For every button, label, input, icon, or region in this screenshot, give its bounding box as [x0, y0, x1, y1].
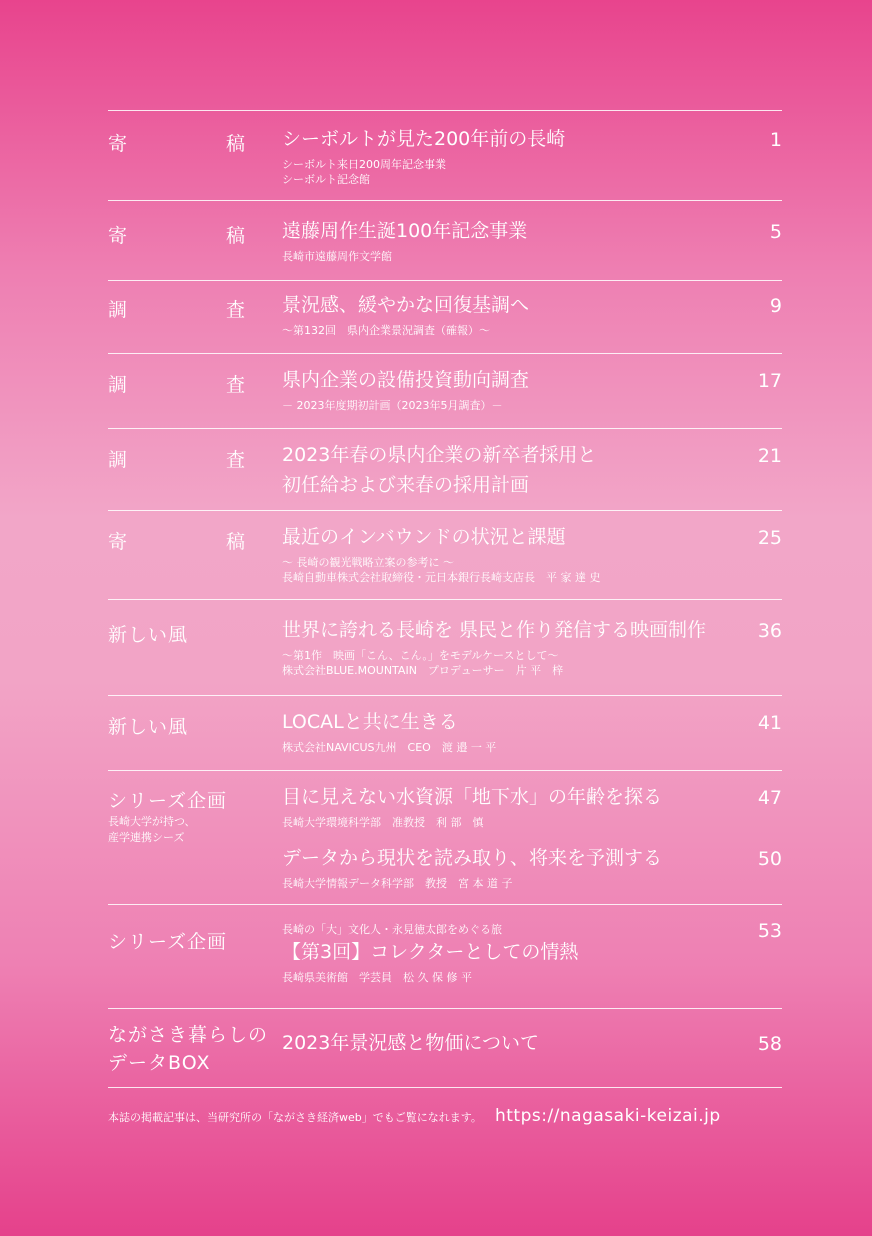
website-link[interactable]: https://nagasaki-keizai.jp	[494, 1106, 721, 1126]
category-block	[108, 1021, 268, 1077]
toc-entry-collector[interactable]	[108, 905, 782, 1008]
article-title-line-2: 初任給および来春の採用計画	[282, 474, 530, 496]
page-number: 58	[757, 1033, 782, 1055]
toc-entry-data-box[interactable]	[108, 1009, 782, 1087]
table-of-contents	[108, 110, 782, 1088]
article-title: LOCALと共に生きる	[282, 711, 458, 733]
article-author: 株式会社BLUE.MOUNTAIN プロデューサー 片 平 梓	[282, 664, 564, 677]
article-title: 世界に誇れる長崎を 県民と作り発信する映画制作	[282, 619, 707, 641]
category-label: 調 査	[108, 449, 286, 471]
article-title: シーボルトが見た200年前の長崎	[282, 128, 566, 150]
article-author: 長崎大学情報データ科学部 教授 宮 本 道 子	[282, 877, 513, 890]
category-label: 新しい風	[108, 624, 189, 646]
article-author: 長崎大学環境科学部 准教授 利 部 慎	[282, 816, 484, 829]
category-subtitle-line-1: 長崎大学が持つ、	[108, 815, 196, 828]
toc-entry-series-university[interactable]	[108, 771, 782, 904]
category-label-line-1: ながさき暮らしの	[108, 1024, 269, 1046]
article-title: 最近のインバウンドの状況と課題	[282, 526, 566, 548]
article-title: 【第3回】コレクターとしての情熱	[282, 941, 579, 963]
article-author: 長崎市遠藤周作文学館	[282, 250, 392, 263]
toc-entry-capex-survey[interactable]	[108, 354, 782, 428]
article-title: 2023年景況感と物価について	[282, 1032, 539, 1054]
category-label: シリーズ企画	[108, 931, 228, 953]
toc-entry-business-survey[interactable]	[108, 281, 782, 353]
page-number: 1	[769, 129, 782, 151]
article-subtitle: ～第1作 映画「こん、こん。」をモデルケースとして～	[282, 649, 559, 662]
page-number: 25	[757, 527, 782, 549]
article-author: 長崎自動車株式会社取締役・元日本銀行長崎支店長 平 家 達 史	[282, 571, 601, 584]
page-number: 9	[769, 295, 782, 317]
toc-entry-endo[interactable]	[108, 201, 782, 280]
toc-entry-data-forecast[interactable]	[282, 843, 732, 891]
page-number: 21	[757, 445, 782, 467]
category-label: シリーズ企画	[108, 790, 228, 812]
article-title: 遠藤周作生誕100年記念事業	[282, 220, 528, 242]
category-label: 調 査	[108, 299, 286, 321]
category-label: 新しい風	[108, 716, 189, 738]
article-author: シーボルト記念館	[282, 173, 370, 186]
article-author: 長崎県美術館 学芸員 松 久 保 修 平	[282, 971, 472, 984]
footer	[108, 1106, 788, 1126]
toc-entry-recruitment-survey[interactable]	[108, 429, 782, 510]
toc-entry-siebold[interactable]	[108, 111, 782, 200]
page-number: 17	[757, 370, 782, 392]
article-subtitle: ～ 長崎の観光戦略立案の参考に ～	[282, 556, 454, 569]
page-number: 50	[757, 848, 782, 870]
toc-entry-local[interactable]	[108, 696, 782, 770]
article-subtitle: ～第132回 県内企業景況調査（確報）～	[282, 324, 490, 337]
article-subtitle: シーボルト来日200周年記念事業	[282, 158, 446, 171]
page-number: 41	[757, 712, 782, 734]
article-subtitle: － 2023年度期初計画（2023年5月調査）－	[282, 399, 503, 412]
category-label-line-2: データBOX	[108, 1052, 211, 1074]
page-number: 5	[769, 221, 782, 243]
article-author: 株式会社NAVICUS九州 CEO 渡 邉 一 平	[282, 741, 497, 754]
page-number: 47	[757, 787, 782, 809]
article-series-title: 長崎の「大」文化人・永見徳太郎をめぐる旅	[282, 923, 502, 936]
toc-entry-film-production[interactable]	[108, 600, 782, 695]
page-number: 36	[757, 620, 782, 642]
footer-note: 本誌の掲載記事は、当研究所の「ながさき経済web」でもご覧になれます。	[108, 1111, 482, 1124]
toc-entry-inbound[interactable]	[108, 511, 782, 599]
category-label: 調 査	[108, 374, 286, 396]
article-title: 景況感、緩やかな回復基調へ	[282, 294, 530, 316]
category-subtitle-line-2: 産学連携シーズ	[108, 831, 185, 844]
category-block	[108, 786, 227, 845]
article-title: 県内企業の設備投資動向調査	[282, 369, 530, 391]
page-number: 53	[757, 920, 782, 942]
category-label: 寄 稿	[108, 225, 286, 247]
article-title: 目に見えない水資源「地下水」の年齢を探る	[282, 786, 663, 808]
article-title: データから現状を読み取り、将来を予測する	[282, 847, 663, 869]
article-title-line-1: 2023年春の県内企業の新卒者採用と	[282, 444, 597, 466]
divider	[108, 1087, 782, 1088]
category-label: 寄 稿	[108, 133, 286, 155]
category-label: 寄 稿	[108, 531, 286, 553]
